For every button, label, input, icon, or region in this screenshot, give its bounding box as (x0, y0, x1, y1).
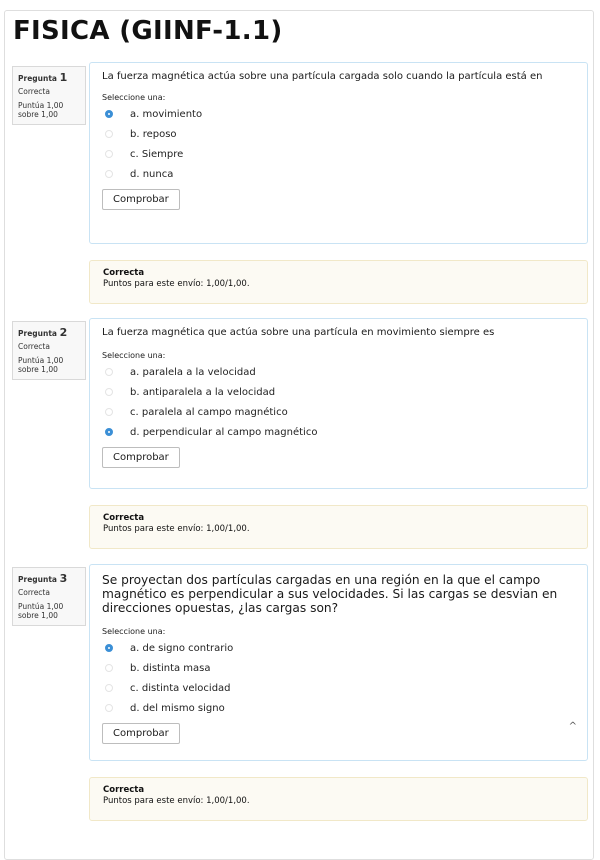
question-number: Pregunta 2 (18, 326, 68, 339)
answer-prompt: Seleccione una: (102, 627, 166, 637)
feedback-title: Correcta (103, 268, 145, 278)
question-box-2 (89, 318, 588, 489)
question-text: La fuerza magnética actúa sobre una partícula cargada solo cuando la partícula está en (102, 71, 543, 82)
feedback-text: Puntos para este envío: 1,00/1,00. (103, 795, 250, 806)
feedback-text: Puntos para este envío: 1,00/1,00. (103, 278, 250, 289)
page-title: FISICA (GIINF-1.1) (13, 16, 283, 46)
question-number: Pregunta 3 (18, 572, 68, 585)
scroll-up-caret-icon[interactable]: ^ (568, 721, 577, 732)
answer-option-c[interactable]: c. distinta velocidad (102, 678, 575, 698)
question-text: La fuerza magnética que actúa sobre una partícula en movimiento siempre es (102, 327, 495, 338)
answer-option-a[interactable]: a. paralela a la velocidad (102, 362, 575, 382)
question-state: Correcta (18, 342, 50, 351)
question-number: Pregunta 1 (18, 71, 68, 84)
radio-icon[interactable] (105, 684, 113, 692)
answer-option-b[interactable]: b. distinta masa (102, 658, 575, 678)
answer-option-c[interactable]: c. paralela al campo magnético (102, 402, 575, 422)
answer-option-b[interactable]: b. antiparalela a la velocidad (102, 382, 575, 402)
question-state: Correcta (18, 588, 50, 597)
feedback-title: Correcta (103, 785, 145, 795)
answer-option-d[interactable]: d. del mismo signo (102, 698, 575, 718)
question-info-3 (12, 567, 86, 626)
check-button[interactable]: Comprobar (102, 447, 180, 468)
check-button[interactable]: Comprobar (102, 189, 180, 210)
question-grade: Puntúa 1,00 sobre 1,00 (18, 101, 64, 120)
answer-option-a[interactable]: a. movimiento (102, 104, 575, 124)
answer-option-d[interactable]: d. nunca (102, 164, 575, 184)
radio-icon[interactable] (105, 664, 113, 672)
feedback-box-2 (89, 505, 588, 549)
answer-option-c[interactable]: c. Siempre (102, 144, 575, 164)
radio-icon[interactable] (105, 130, 113, 138)
radio-icon[interactable] (105, 170, 113, 178)
feedback-title: Correcta (103, 513, 145, 523)
question-info-2 (12, 321, 86, 380)
feedback-text: Puntos para este envío: 1,00/1,00. (103, 523, 250, 534)
answer-option-b[interactable]: b. reposo (102, 124, 575, 144)
radio-icon[interactable] (105, 704, 113, 712)
question-grade: Puntúa 1,00 sobre 1,00 (18, 356, 64, 375)
question-grade: Puntúa 1,00 sobre 1,00 (18, 602, 64, 621)
question-state: Correcta (18, 87, 50, 96)
feedback-box-3 (89, 777, 588, 821)
radio-icon[interactable] (105, 368, 113, 376)
answer-option-a[interactable]: a. de signo contrario (102, 638, 575, 658)
radio-selected-icon[interactable] (105, 110, 113, 118)
answer-prompt: Seleccione una: (102, 93, 166, 102)
check-button[interactable]: Comprobar (102, 723, 180, 744)
answer-option-d[interactable]: d. perpendicular al campo magnético (102, 422, 575, 442)
feedback-box-1 (89, 260, 588, 304)
radio-selected-icon[interactable] (105, 644, 113, 652)
question-info-1 (12, 66, 86, 125)
radio-icon[interactable] (105, 388, 113, 396)
question-box-1 (89, 62, 588, 244)
radio-icon[interactable] (105, 150, 113, 158)
question-text: Se proyectan dos partículas cargadas en una región en la que el campo magnético es perpendicular a sus velocidades. Si las cargas se desvian en direcciones opuestas, ¿las cargas son? (102, 573, 558, 616)
radio-icon[interactable] (105, 408, 113, 416)
radio-selected-icon[interactable] (105, 428, 113, 436)
answer-prompt: Seleccione una: (102, 351, 166, 360)
question-box-3 (89, 564, 588, 761)
